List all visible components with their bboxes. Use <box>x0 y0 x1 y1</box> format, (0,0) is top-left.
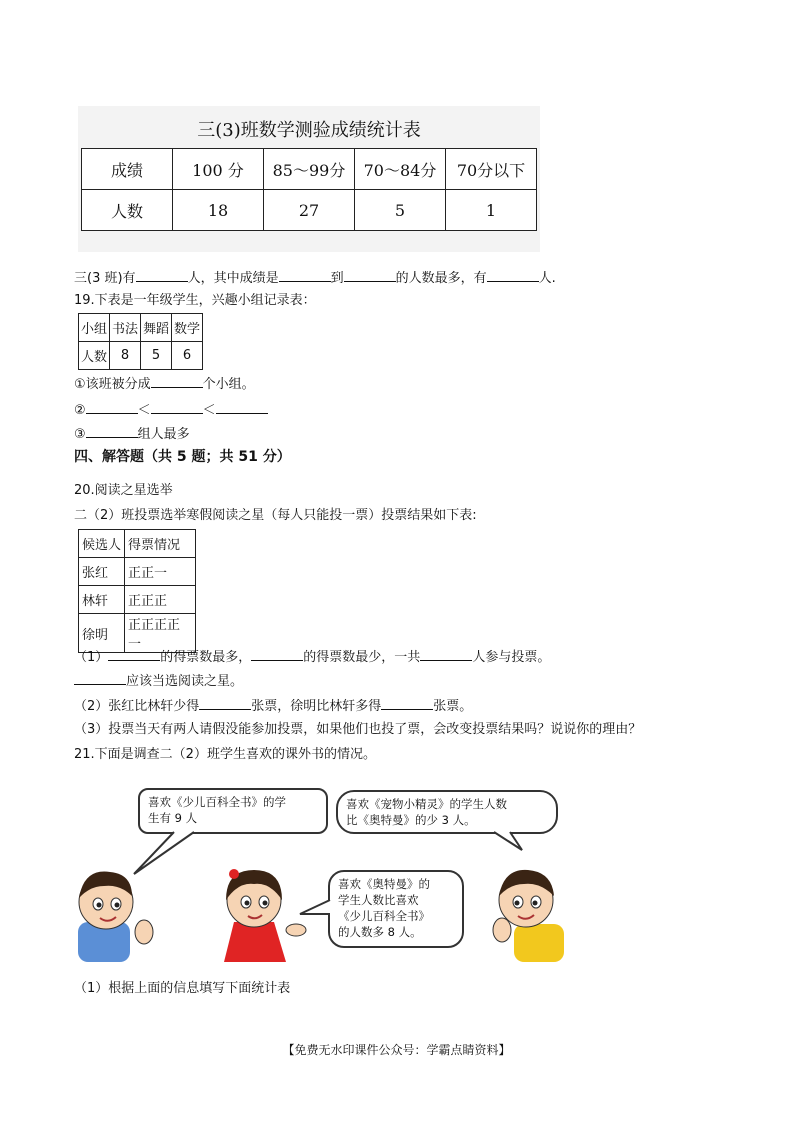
answer-blank[interactable] <box>86 400 138 414</box>
table-cell: 数学 <box>172 314 203 342</box>
table-row <box>79 314 203 342</box>
answer-blank[interactable] <box>74 671 126 685</box>
item-text: （1） <box>74 650 109 665</box>
table-cell: 舞蹈 <box>141 314 172 342</box>
q19-title: 19.下表是一年级学生，兴趣小组记录表： <box>74 293 316 308</box>
girl-figure <box>224 869 306 962</box>
q19-item2 <box>74 400 268 420</box>
table-cell: 正正一 <box>125 558 196 586</box>
table-cell: 候选人 <box>79 530 125 558</box>
table-cell: 85～99分 <box>264 149 355 190</box>
table-cell: 得票情况 <box>125 530 196 558</box>
item-text: 张票。 <box>433 699 473 714</box>
table-cell: 18 <box>173 190 264 231</box>
q20-intro: 二（2）班投票选举寒假阅读之星（每人只能投一票）投票结果如下表: <box>74 508 477 523</box>
table-cell: 5 <box>355 190 446 231</box>
q20-part1 <box>74 647 550 667</box>
table-row <box>79 558 196 586</box>
table-cell: 正正正 <box>125 586 196 614</box>
table-row <box>79 586 196 614</box>
answer-blank[interactable] <box>86 424 138 438</box>
table-cell: 8 <box>110 342 141 370</box>
illustration-drawing <box>74 782 590 962</box>
item-text: 应该当选阅读之星。 <box>126 674 244 689</box>
q18-text-c: 到 <box>330 271 344 286</box>
q18-text-b: 人，其中成绩是 <box>187 271 279 286</box>
score-table-image <box>78 106 540 252</box>
table-cell: 书法 <box>110 314 141 342</box>
answer-blank[interactable] <box>136 268 188 282</box>
page-footer: 【免费无水印课件公众号：学霸点睛资料】 <box>282 1043 511 1057</box>
table-cell: 人数 <box>82 190 173 231</box>
item-text: 组人最多 <box>137 427 190 442</box>
table-row <box>82 149 537 190</box>
bubble-line: 喜欢《少儿百科全书》的学 <box>148 795 286 809</box>
table-cell: 70～84分 <box>355 149 446 190</box>
q20-part3: （3）投票当天有两人请假没能参加投票，如果他们也投了票，会改变投票结果吗？说说你的理由？ <box>74 722 642 737</box>
item-text: 人参与投票。 <box>472 650 551 665</box>
item-text: ② <box>74 403 86 418</box>
q19-item3 <box>74 424 190 444</box>
bubble-tail-3 <box>300 900 330 914</box>
q20-part2 <box>74 696 472 716</box>
bubble-line: 的人数多 8 人。 <box>338 925 422 939</box>
q20-part1-cont <box>74 671 243 691</box>
item-text: 的得票数最少，一共 <box>303 650 421 665</box>
less-than-sign: ＜ <box>137 403 151 418</box>
item-text: 个小组。 <box>202 377 255 392</box>
table-cell: 人数 <box>79 342 110 370</box>
bubble-line: 《少儿百科全书》 <box>338 909 430 923</box>
bubble-line: 喜欢《奥特曼》的 <box>338 877 430 891</box>
less-than-sign: ＜ <box>202 403 216 418</box>
table-row <box>82 190 537 231</box>
answer-blank[interactable] <box>251 647 303 661</box>
item-text: ①该班被分成 <box>74 377 151 392</box>
bubble-line: 喜欢《宠物小精灵》的学生人数 <box>346 797 507 811</box>
answer-blank[interactable] <box>279 268 331 282</box>
answer-blank[interactable] <box>420 647 472 661</box>
group-table <box>78 313 203 370</box>
table-cell: 100 分 <box>173 149 264 190</box>
answer-blank[interactable] <box>151 400 203 414</box>
q21-title: 21.下面是调查二（2）班学生喜欢的课外书的情况。 <box>74 747 376 762</box>
table-cell: 5 <box>141 342 172 370</box>
boy-right-figure <box>493 870 564 962</box>
bubble-line: 生有 9 人 <box>148 811 198 825</box>
answer-blank[interactable] <box>151 374 203 388</box>
bubble-tail-1 <box>134 832 194 874</box>
table-row <box>79 342 203 370</box>
table-cell: 林轩 <box>79 586 125 614</box>
table-cell: 正正正正一 <box>125 614 196 653</box>
item-text: 张票，徐明比林轩多得 <box>251 699 382 714</box>
bubble-line: 学生人数比喜欢 <box>338 893 419 907</box>
answer-blank[interactable] <box>344 268 396 282</box>
score-table-title: 三(3)班数学测验成绩统计表 <box>197 120 421 141</box>
q20-title: 20.阅读之星选举 <box>74 483 173 498</box>
table-row <box>79 530 196 558</box>
answer-blank[interactable] <box>487 268 539 282</box>
answer-blank[interactable] <box>216 400 268 414</box>
q19-item1 <box>74 374 255 394</box>
table-cell: 70分以下 <box>446 149 537 190</box>
table-cell: 成绩 <box>82 149 173 190</box>
bubble-line: 比《奥特曼》的少 3 人。 <box>346 813 476 827</box>
answer-blank[interactable] <box>381 696 433 710</box>
answer-blank[interactable] <box>108 647 160 661</box>
q21-illustration <box>74 782 590 962</box>
q18-text-a: 三(3 班)有 <box>74 271 136 286</box>
answer-blank[interactable] <box>199 696 251 710</box>
score-table <box>81 148 537 231</box>
table-cell: 张红 <box>79 558 125 586</box>
table-cell: 6 <box>172 342 203 370</box>
item-text: （2）张红比林轩少得 <box>74 699 200 714</box>
vote-table <box>78 529 196 653</box>
bubble-tail-2 <box>494 832 522 850</box>
section-heading: 四、解答题（共 5 题；共 51 分） <box>74 449 291 465</box>
boy-left-figure <box>78 872 153 962</box>
table-cell: 1 <box>446 190 537 231</box>
table-cell: 27 <box>264 190 355 231</box>
item-text: 的得票数最多， <box>160 650 252 665</box>
q21-part1: （1）根据上面的信息填写下面统计表 <box>74 981 291 996</box>
table-cell: 徐明 <box>79 614 125 653</box>
q18-text-e: 人. <box>538 271 556 286</box>
q18-text-d: 的人数最多，有 <box>395 271 487 286</box>
table-cell: 小组 <box>79 314 110 342</box>
item-text: ③ <box>74 427 86 442</box>
q18-question <box>74 268 556 288</box>
